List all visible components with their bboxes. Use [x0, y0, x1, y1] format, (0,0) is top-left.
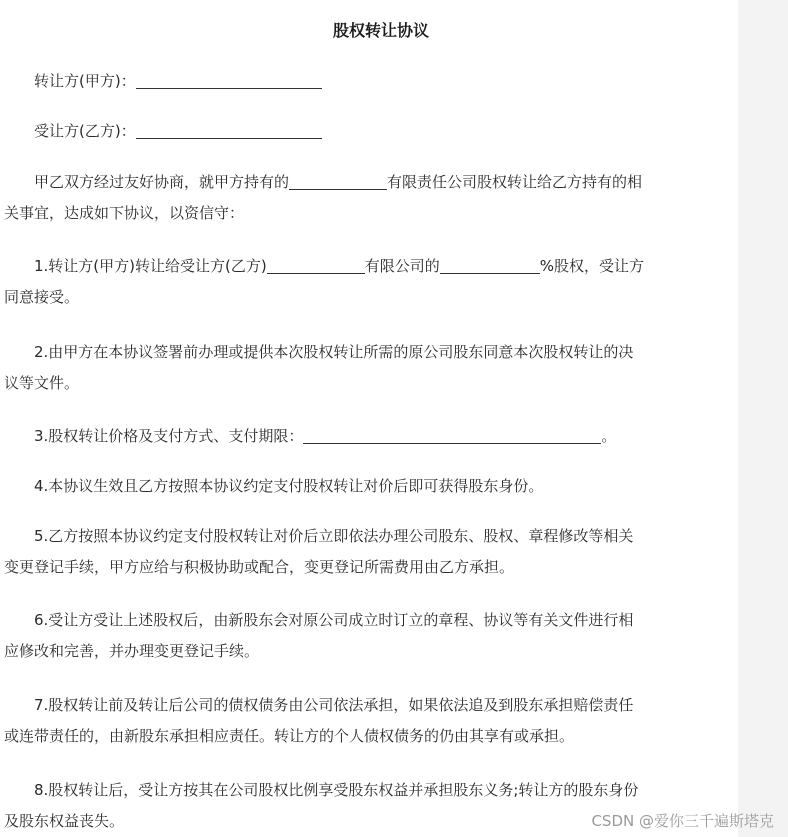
percent-blank[interactable] [440, 255, 540, 274]
company-blank-1[interactable] [289, 171, 387, 190]
clause-3-text-a: 3.股权转让价格及支付方式、支付期限： [34, 427, 304, 445]
clause-6-text-b: 应修改和完善，并办理变更登记手续。 [4, 642, 260, 660]
clause-6-text-a: 6.受让方受让上述股权后，由新股东会对原公司成立时订立的章程、协议等有关文件进行相 [34, 611, 634, 629]
clause-2-text-b: 议等文件。 [4, 374, 80, 392]
intro-text-3: 关事宜，达成如下协议，以资信守： [4, 204, 245, 222]
transferee-blank[interactable] [136, 120, 322, 139]
clause-1-text-a: 1.转让方(甲方)转让给受让方(乙方) [34, 257, 267, 275]
clause-8-text-a: 8.股权转让后，受让方按其在公司股权比例享受股东权益并承担股东义务;转让方的股东身份 [34, 781, 639, 799]
clause-3 [4, 421, 724, 452]
clause-5 [4, 521, 724, 583]
clause-7-text-b: 或连带责任的，由新股东承担相应责任。转让方的个人债权债务的仍由其享有或承担。 [4, 727, 575, 745]
csdn-watermark: CSDN @爱你三千遍斯塔克 [591, 812, 774, 830]
clause-7 [4, 690, 724, 752]
transferee-field [4, 116, 724, 147]
clause-7-text-a: 7.股权转让前及转让后公司的债权债务由公司依法承担，如果依法追及到股东承担赔偿责任 [34, 696, 634, 714]
price-payment-blank[interactable] [303, 425, 601, 444]
transferee-label: 受让方(乙方)： [34, 122, 136, 140]
clause-4 [4, 471, 724, 502]
clause-8-text-b: 及股东权益丧失。 [4, 812, 125, 830]
intro-text-1: 甲乙双方经过友好协商，就甲方持有的 [34, 173, 290, 191]
clause-2-text-a: 2.由甲方在本协议签署前办理或提供本次股权转让所需的原公司股东同意本次股权转让的决 [34, 343, 634, 361]
clause-2 [4, 337, 724, 399]
intro-paragraph [4, 167, 724, 229]
clause-4-text-a: 4.本协议生效且乙方按照本协议约定支付股权转让对价后即可获得股东身份。 [34, 477, 544, 495]
clause-1-text-d: 同意接受。 [4, 288, 80, 306]
transferor-field [4, 66, 724, 97]
clause-3-text-b: 。 [601, 427, 617, 445]
transferor-blank[interactable] [136, 70, 322, 89]
clause-5-text-b: 变更登记手续，甲方应给与积极协助或配合，变更登记所需费用由乙方承担。 [4, 558, 515, 576]
clause-6 [4, 605, 724, 667]
document-title: 股权转让协议 [332, 21, 429, 40]
transferor-label: 转让方(甲方)： [34, 72, 136, 90]
company-blank-2[interactable] [267, 255, 365, 274]
clause-1 [4, 251, 724, 313]
clause-1-text-c: %股权，受让方 [539, 257, 645, 275]
clause-1-text-b: 有限公司的 [364, 257, 440, 275]
right-gutter [738, 0, 788, 837]
clause-5-text-a: 5.乙方按照本协议约定支付股权转让对价后立即依法办理公司股东、股权、章程修改等相关 [34, 527, 634, 545]
intro-text-2: 有限责任公司股权转让给乙方持有的相 [387, 173, 643, 191]
